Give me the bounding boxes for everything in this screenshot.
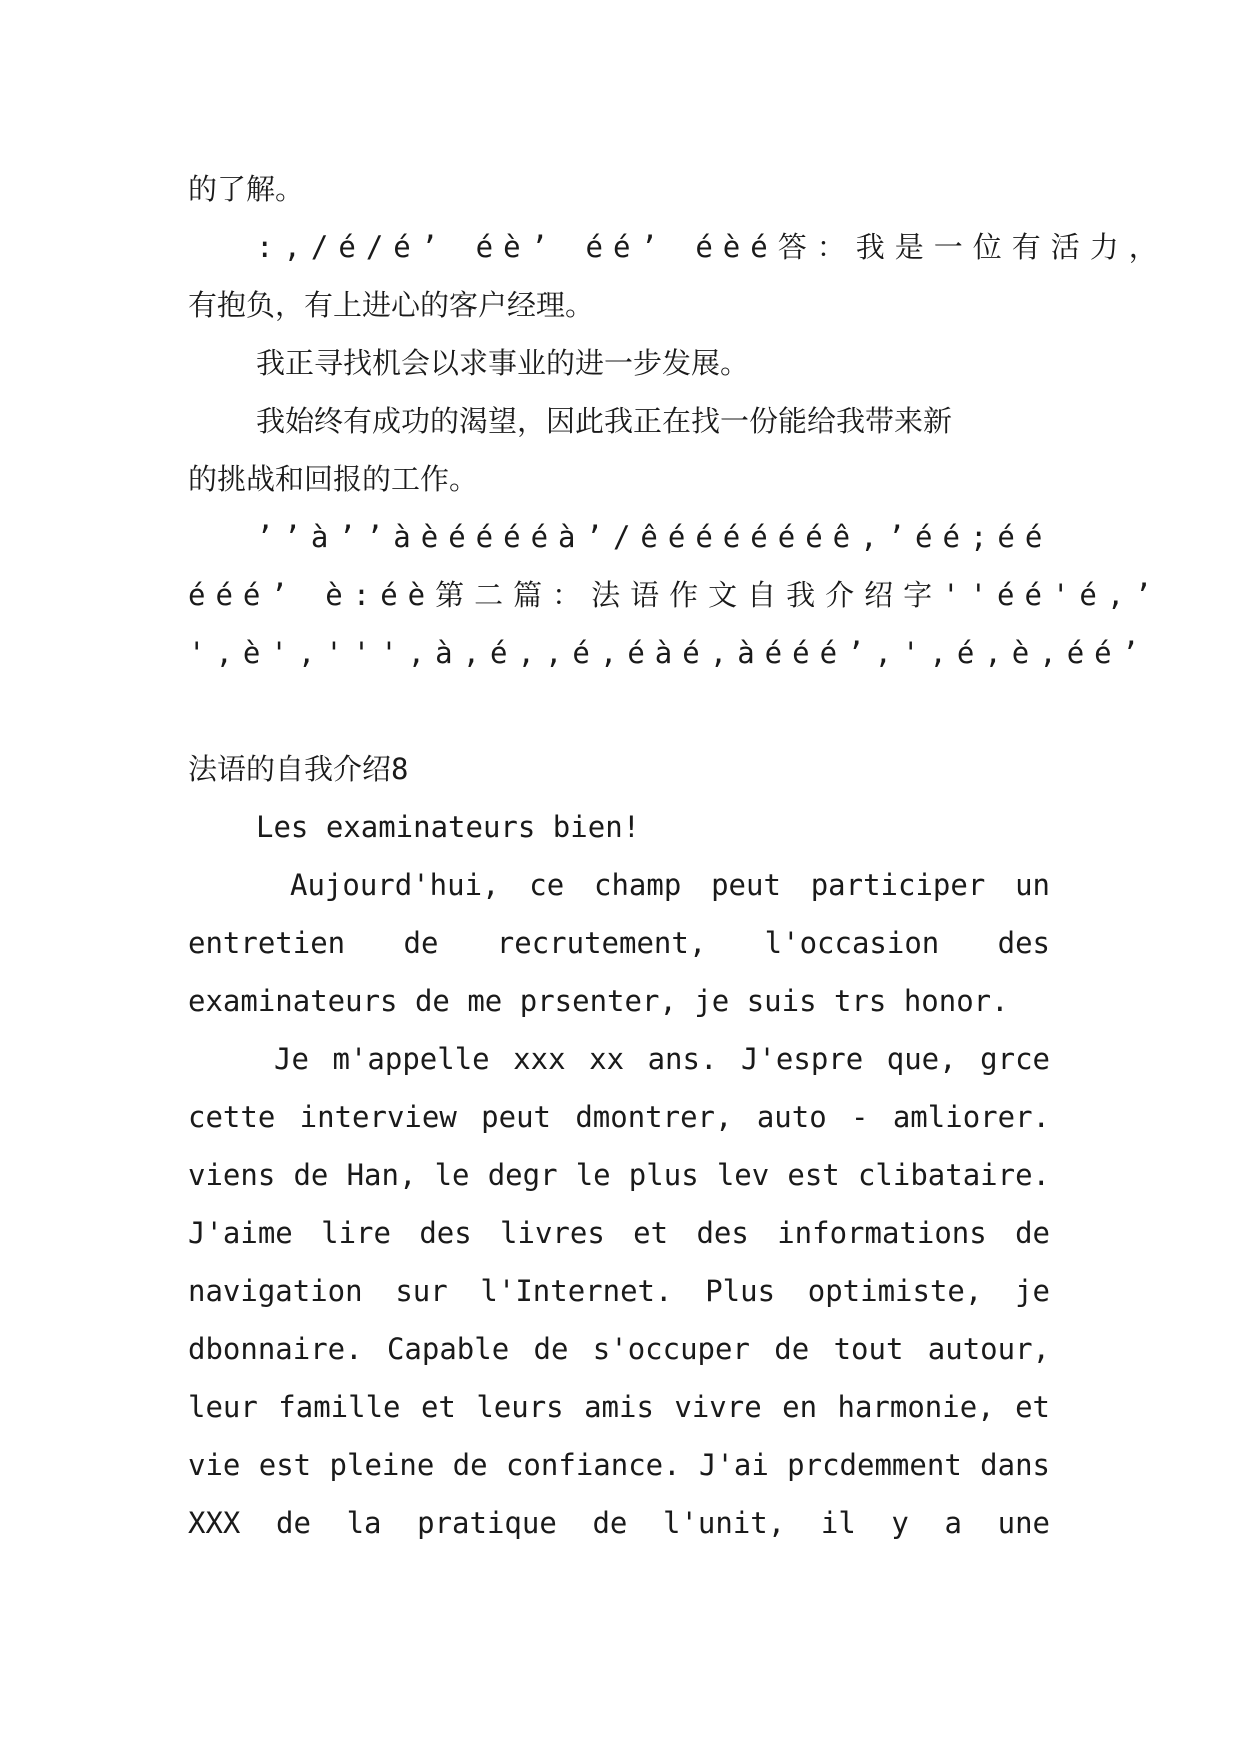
paragraph-line: entretien de recrutement, l'occasion des <box>188 926 1050 960</box>
text-line: 的挑战和回报的工作。 <box>188 462 479 496</box>
paragraph-line: J'aime lire des livres et des informations de <box>188 1216 1050 1250</box>
paragraph-line: vie est pleine de confiance. J'ai prcdemment dans <box>188 1448 1050 1482</box>
text-line: ééé’ è:éè第二篇：法语作文自我介绍字''éé'é,’ <box>188 578 1162 612</box>
paragraph-line: examinateurs de me prsenter, je suis trs honor. <box>188 984 1009 1018</box>
paragraph-line: dbonnaire. Capable de s'occuper de tout autour, <box>188 1332 1050 1366</box>
paragraph-gap <box>188 682 1050 740</box>
paragraph-line: cette interview peut dmontrer, auto - amliorer. <box>188 1100 1050 1134</box>
paragraph-line: Aujourd'hui, ce champ peut participer un <box>290 868 1050 902</box>
text-line: 我始终有成功的渴望，因此我正在找一份能给我带来新 <box>256 404 953 438</box>
text-line: 的了解。 <box>188 172 305 206</box>
paragraph-line: XXX de la pratique de l'unit, il y a une <box>188 1506 1050 1540</box>
text-line: 有抱负，有上进心的客户经理。 <box>188 288 595 322</box>
greeting-line: Les examinateurs bien! <box>256 810 641 844</box>
paragraph-line: navigation sur l'Internet. Plus optimiste, je <box>188 1274 1050 1308</box>
paragraph-line: leur famille et leurs amis vivre en harmonie, et <box>188 1390 1050 1424</box>
paragraph-line: viens de Han, le degr le plus lev est clibataire. <box>188 1158 1050 1192</box>
section-title: 法语的自我介绍8 <box>188 752 409 786</box>
text-line: ’’à’’àèééééà’/êééééééê,’éé;éé <box>256 520 1053 554</box>
document-page <box>188 160 1168 1552</box>
text-line: :,/é/é’ éè’ éé’ éèé答：我是一位有活力， <box>256 230 1168 264</box>
text-line: ',è',''',à,é,,é,éàé,àééé’,',é,è,éé’ <box>188 636 1150 670</box>
text-line: 我正寻找机会以求事业的进一步发展。 <box>256 346 750 380</box>
paragraph-line: Je m'appelle xxx xx ans. J'espre que, grce <box>274 1042 1050 1076</box>
